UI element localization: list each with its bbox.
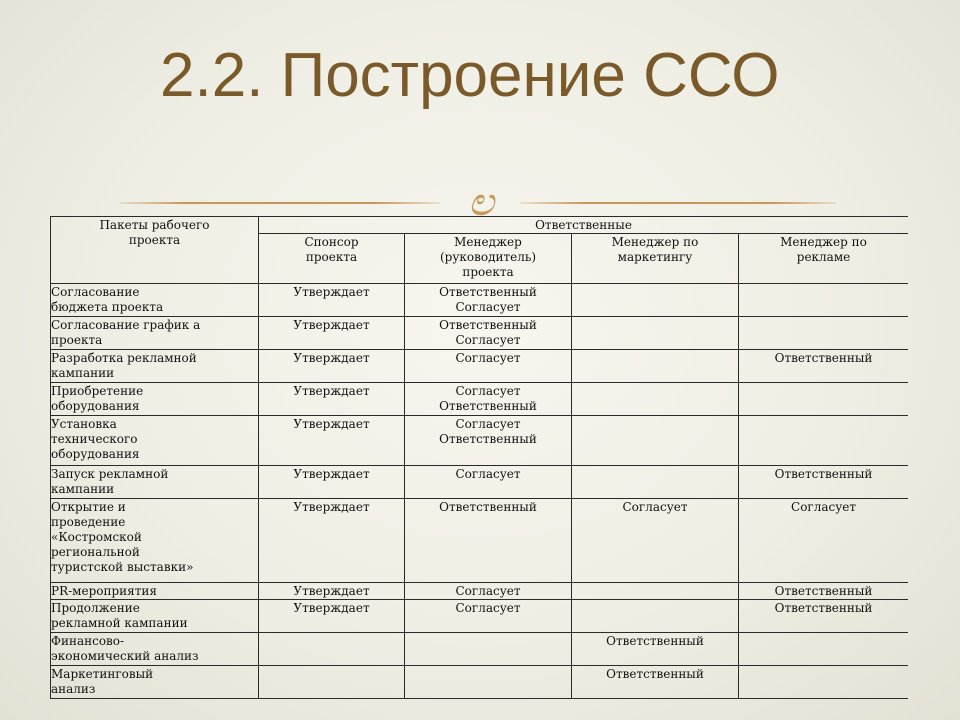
table-row [51,600,909,633]
advertising-manager-cell: Ответственный [739,466,909,499]
responsibility-table [50,216,908,699]
table-row [51,583,909,600]
project-manager-cell: Согласует Ответственный [405,383,572,416]
header-role-sponsor: Спонсор проекта [259,234,405,284]
task-cell: Открытие и проведение «Костромской региональной туристской выставки» [51,499,259,583]
marketing-manager-cell [572,350,739,383]
title-divider-left [120,202,440,204]
task-cell: Согласование бюджета проекта [51,284,259,317]
slide-title: 2.2. Построение ССО [160,41,780,110]
marketing-manager-cell [572,383,739,416]
sponsor-cell: Утверждает [259,284,405,317]
sponsor-cell [259,633,405,666]
advertising-manager-cell [739,416,909,466]
task-cell: Продолжение рекламной кампании [51,600,259,633]
table-row [51,633,909,666]
sponsor-cell [259,666,405,699]
marketing-manager-cell: Ответственный [572,633,739,666]
sponsor-cell: Утверждает [259,583,405,600]
project-manager-cell: Ответственный Согласует [405,317,572,350]
marketing-manager-cell [572,583,739,600]
project-manager-cell: Согласует [405,466,572,499]
project-manager-cell [405,666,572,699]
advertising-manager-cell [739,633,909,666]
advertising-manager-cell [739,383,909,416]
ornament-icon: ಲ [468,179,494,225]
advertising-manager-cell: Ответственный [739,600,909,633]
table-row [51,317,909,350]
project-manager-cell: Согласует Ответственный [405,416,572,466]
marketing-manager-cell [572,317,739,350]
table-row [51,284,909,317]
header-row-top [51,217,909,234]
task-cell: Финансово- экономический анализ [51,633,259,666]
task-cell: Согласование график а проекта [51,317,259,350]
advertising-manager-cell [739,666,909,699]
sponsor-cell: Утверждает [259,499,405,583]
table-row [51,350,909,383]
marketing-manager-cell [572,284,739,317]
task-cell: Запуск рекламной кампании [51,466,259,499]
project-manager-cell: Согласует [405,583,572,600]
task-cell: Установка технического оборудования [51,416,259,466]
task-cell: Приобретение оборудования [51,383,259,416]
responsibility-table-container [50,216,908,720]
task-cell: PR-мероприятия [51,583,259,600]
marketing-manager-cell [572,466,739,499]
advertising-manager-cell [739,317,909,350]
table-row [51,666,909,699]
header-role-marketing-manager: Менеджер по маркетингу [572,234,739,284]
table-row [51,499,909,583]
sponsor-cell: Утверждает [259,383,405,416]
sponsor-cell: Утверждает [259,466,405,499]
table-row [51,466,909,499]
sponsor-cell: Утверждает [259,600,405,633]
marketing-manager-cell: Согласует [572,499,739,583]
sponsor-cell: Утверждает [259,317,405,350]
advertising-manager-cell [739,284,909,317]
sponsor-cell: Утверждает [259,416,405,466]
task-cell: Маркетинговый анализ [51,666,259,699]
task-cell: Разработка рекламной кампании [51,350,259,383]
advertising-manager-cell: Ответственный [739,583,909,600]
marketing-manager-cell [572,416,739,466]
header-responsible-group: Ответственные [259,217,909,234]
marketing-manager-cell: Ответственный [572,666,739,699]
project-manager-cell: Ответственный [405,499,572,583]
header-work-packages: Пакеты рабочего проекта [51,217,259,284]
table-row [51,416,909,466]
header-role-project-manager: Менеджер (руководитель) проекта [405,234,572,284]
project-manager-cell [405,633,572,666]
header-role-advertising-manager: Менеджер по рекламе [739,234,909,284]
project-manager-cell: Согласует [405,600,572,633]
project-manager-cell: Ответственный Согласует [405,284,572,317]
table-row [51,383,909,416]
sponsor-cell: Утверждает [259,350,405,383]
marketing-manager-cell [572,600,739,633]
title-divider-right [520,202,836,204]
advertising-manager-cell: Ответственный [739,350,909,383]
advertising-manager-cell: Согласует [739,499,909,583]
project-manager-cell: Согласует [405,350,572,383]
